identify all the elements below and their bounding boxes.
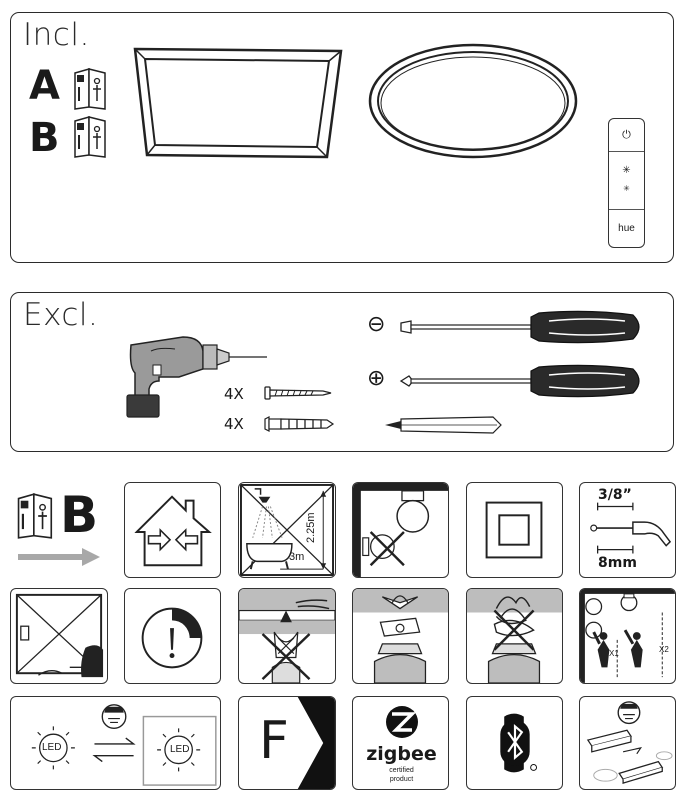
no-contact-surface-icon (352, 482, 449, 578)
manual-b-letter: B (60, 486, 99, 544)
manual-a-label: A (29, 63, 60, 109)
mount-x1-label: X1 (609, 649, 619, 658)
wire-strip-length-icon (579, 482, 676, 578)
plug-quantity: 4X (224, 415, 244, 433)
zigbee-logo-icon (385, 705, 419, 739)
led-right-label: LED (170, 744, 190, 755)
manual-book-icon (16, 492, 56, 540)
zigbee-certified-label: certified (389, 767, 414, 774)
brightness-up-icon: ✳ (622, 165, 631, 176)
manual-book-icon (73, 115, 109, 159)
flat-screwdriver-icon (399, 307, 647, 347)
energy-class-label: F (259, 711, 289, 771)
square-panel-light-icon (131, 41, 351, 161)
zigbee-certified-icon (352, 696, 449, 790)
mount-x2-label: X2 (659, 645, 669, 654)
excluded-title: Excl. (23, 297, 99, 333)
flat-screwdriver-symbol: ⊖ (367, 311, 386, 336)
energy-class-icon (238, 696, 336, 790)
led-replaceable-icon (10, 696, 221, 790)
screw-icon (263, 385, 333, 401)
included-title: Incl. (23, 17, 90, 53)
mounting-height-icon (579, 588, 676, 684)
manual-b-instruction (14, 484, 110, 578)
drill-icon (121, 321, 271, 421)
screw-quantity: 4X (224, 385, 244, 403)
bath-height-label: 2.25m (305, 512, 317, 543)
arrow-right-icon (16, 546, 102, 568)
bluetooth-icon (466, 696, 563, 790)
driver-professional-replace-icon (579, 696, 676, 790)
led-left-label: LED (42, 742, 62, 753)
round-panel-light-icon (366, 41, 581, 161)
included-panel (10, 12, 674, 263)
no-built-in-remote-icon (10, 588, 108, 684)
excluded-panel (10, 292, 674, 452)
phillips-screwdriver-symbol: ⊕ (367, 365, 386, 390)
mount-bracket-icon (352, 588, 449, 684)
hue-button-label: hue (618, 223, 635, 234)
phillips-screwdriver-icon (399, 361, 647, 401)
hue-dimmer-remote (608, 118, 645, 248)
manual-b-label: B (29, 115, 60, 161)
zigbee-product-label: product (389, 776, 414, 783)
no-tangled-wires-icon (466, 588, 563, 684)
indoor-use-icon (124, 482, 221, 578)
manual-book-icon (73, 67, 109, 111)
class-two-insulation-icon (466, 482, 563, 578)
bathroom-distance-icon (238, 482, 336, 578)
bath-distance-label: 3m (289, 551, 305, 563)
wall-plug-icon (261, 415, 335, 433)
wire-inch-label: 3/8” (598, 487, 632, 503)
zigbee-name: zigbee (366, 743, 437, 765)
power-icon: ⏻ (622, 129, 631, 141)
dimmer-warning-icon (124, 588, 221, 684)
pencil-icon (383, 413, 507, 437)
no-cable-pinch-icon (238, 588, 336, 684)
brightness-down-icon: ✳ (623, 184, 630, 193)
wire-mm-label: 8mm (598, 555, 637, 571)
